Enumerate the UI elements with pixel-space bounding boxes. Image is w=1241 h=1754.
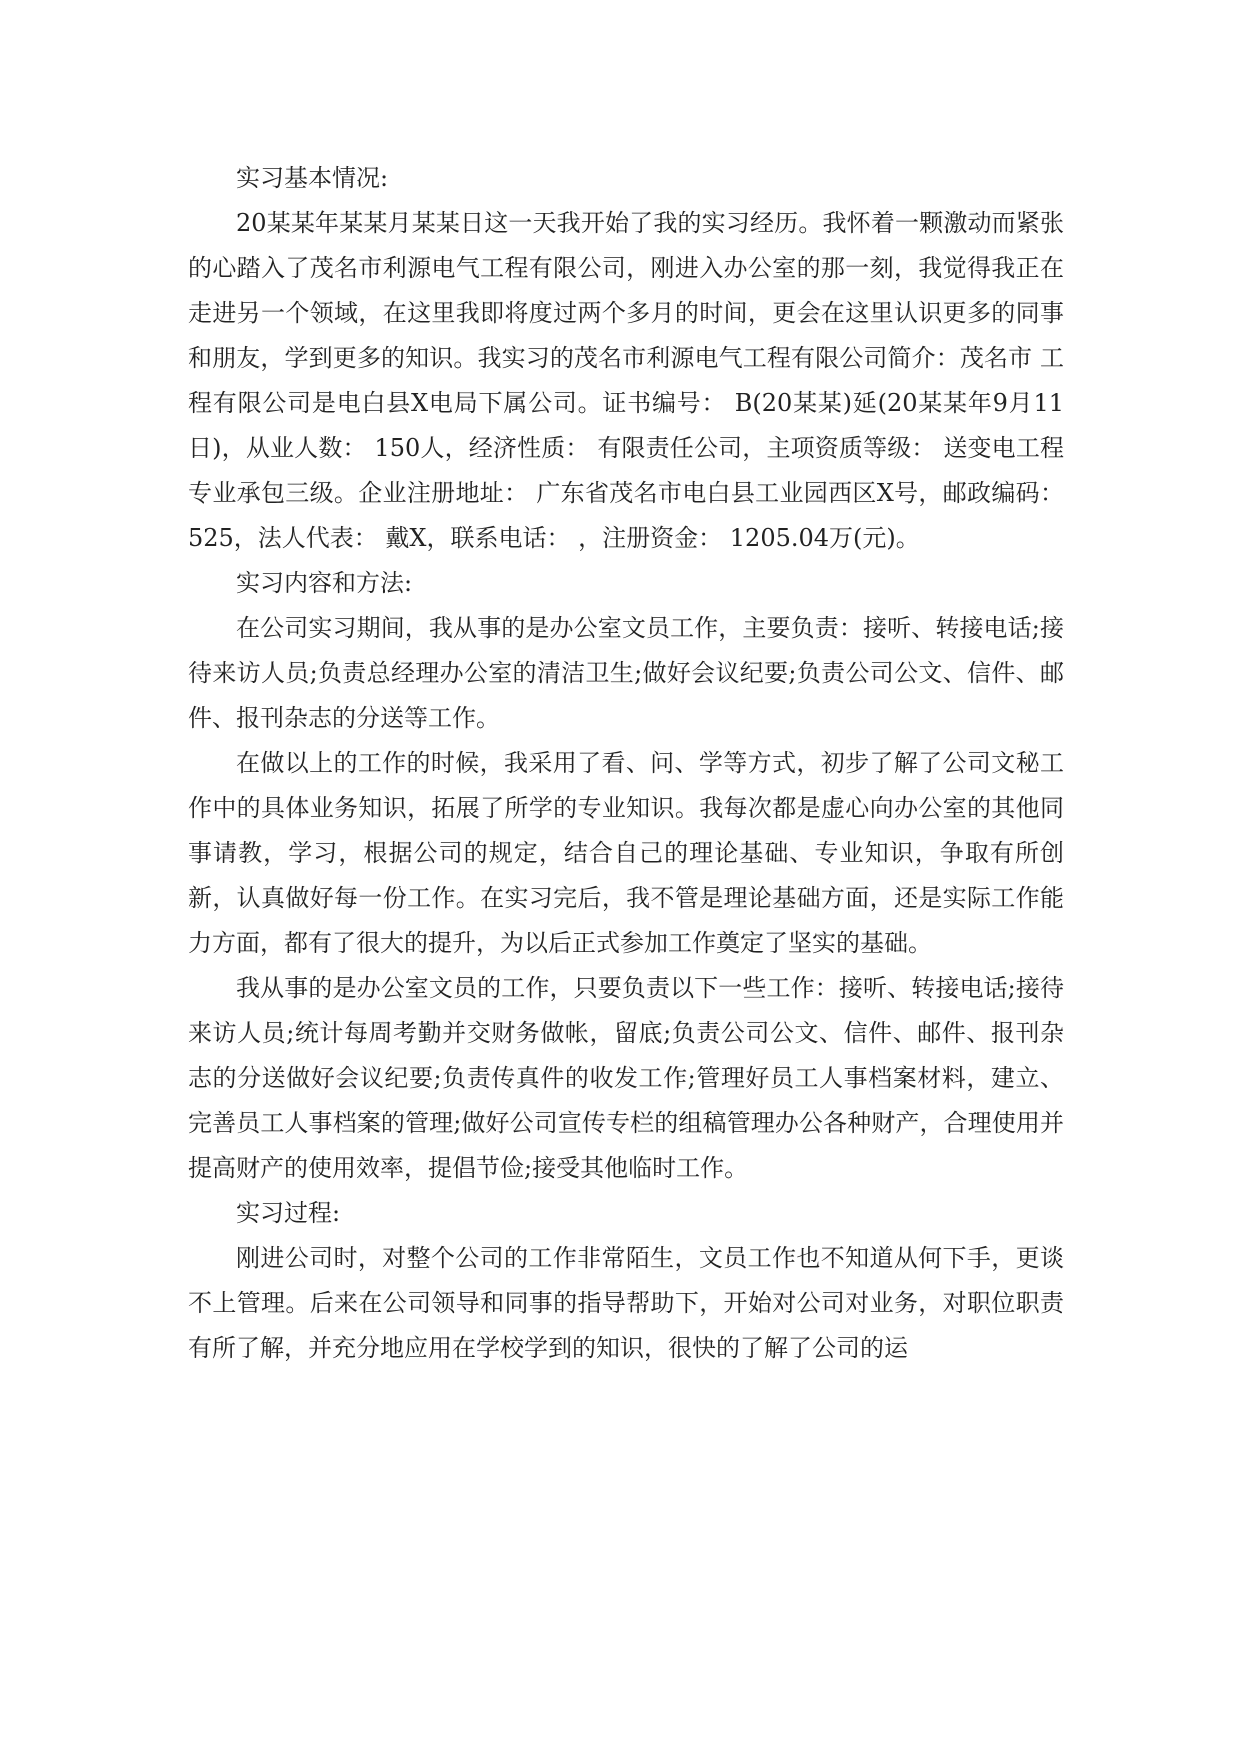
document-body (188, 156, 1064, 1371)
section-heading-basic-info: 实习基本情况: (236, 164, 389, 192)
section-heading-process: 实习过程: (236, 1199, 341, 1227)
paragraph-duties: 在公司实习期间，我从事的是办公室文员工作，主要负责：接听、转接电话;接待来访人员;负责总经理办公室的清洁卫生;做好会议纪要;负责公司公文、信件、邮件、报刊杂志的分送等工作。 (188, 614, 1064, 732)
section-heading-content-methods: 实习内容和方法: (236, 569, 413, 597)
paragraph-basic-info: 20某某年某某月某某日这一天我开始了我的实习经历。我怀着一颗激动而紧张的心踏入了茂名市利源电气工程有限公司，刚进入办公室的那一刻，我觉得我正在走进另一个领域，在这里我即将度过两个多月的时间，更会在这里认识更多的同事和朋友，学到更多的知识。我实习的茂名市利源电气工程有限公司简介：茂名市 工程有限公司是电白县X电局下属公司。证书编号： B(20某某)延(20某某年9月11日)，从业人数： 150人，经济性质： 有限责任公司，主项资质等级： 送变电工程专业承包三级。企业注册地址： 广东省茂名市电白县工业园西区X号，邮政编码： 525，法人代表： 戴X，联系电话： ，注册资金： 1205.04万(元)。 (188, 209, 1064, 552)
paragraph-process: 刚进公司时，对整个公司的工作非常陌生，文员工作也不知道从何下手，更谈不上管理。后来在公司领导和同事的指导帮助下，开始对公司对业务，对职位职责有所了解，并充分地应用在学校学到的知识，很快的了解了公司的运 (188, 1244, 1064, 1362)
paragraph-learning: 在做以上的工作的时候，我采用了看、问、学等方式，初步了解了公司文秘工作中的具体业务知识，拓展了所学的专业知识。我每次都是虚心向办公室的其他同事请教，学习，根据公司的规定，结合自己的理论基础、专业知识，争取有所创新，认真做好每一份工作。在实习完后，我不管是理论基础方面，还是实际工作能力方面，都有了很大的提升，为以后正式参加工作奠定了坚实的基础。 (188, 749, 1064, 957)
paragraph-responsibilities: 我从事的是办公室文员的工作，只要负责以下一些工作：接听、转接电话;接待来访人员;统计每周考勤并交财务做帐，留底;负责公司公文、信件、邮件、报刊杂志的分送做好会议纪要;负责传真件的收发工作;管理好员工人事档案材料，建立、完善员工人事档案的管理;做好公司宣传专栏的组稿管理办公各种财产，合理使用并提高财产的使用效率，提倡节俭;接受其他临时工作。 (188, 974, 1064, 1182)
